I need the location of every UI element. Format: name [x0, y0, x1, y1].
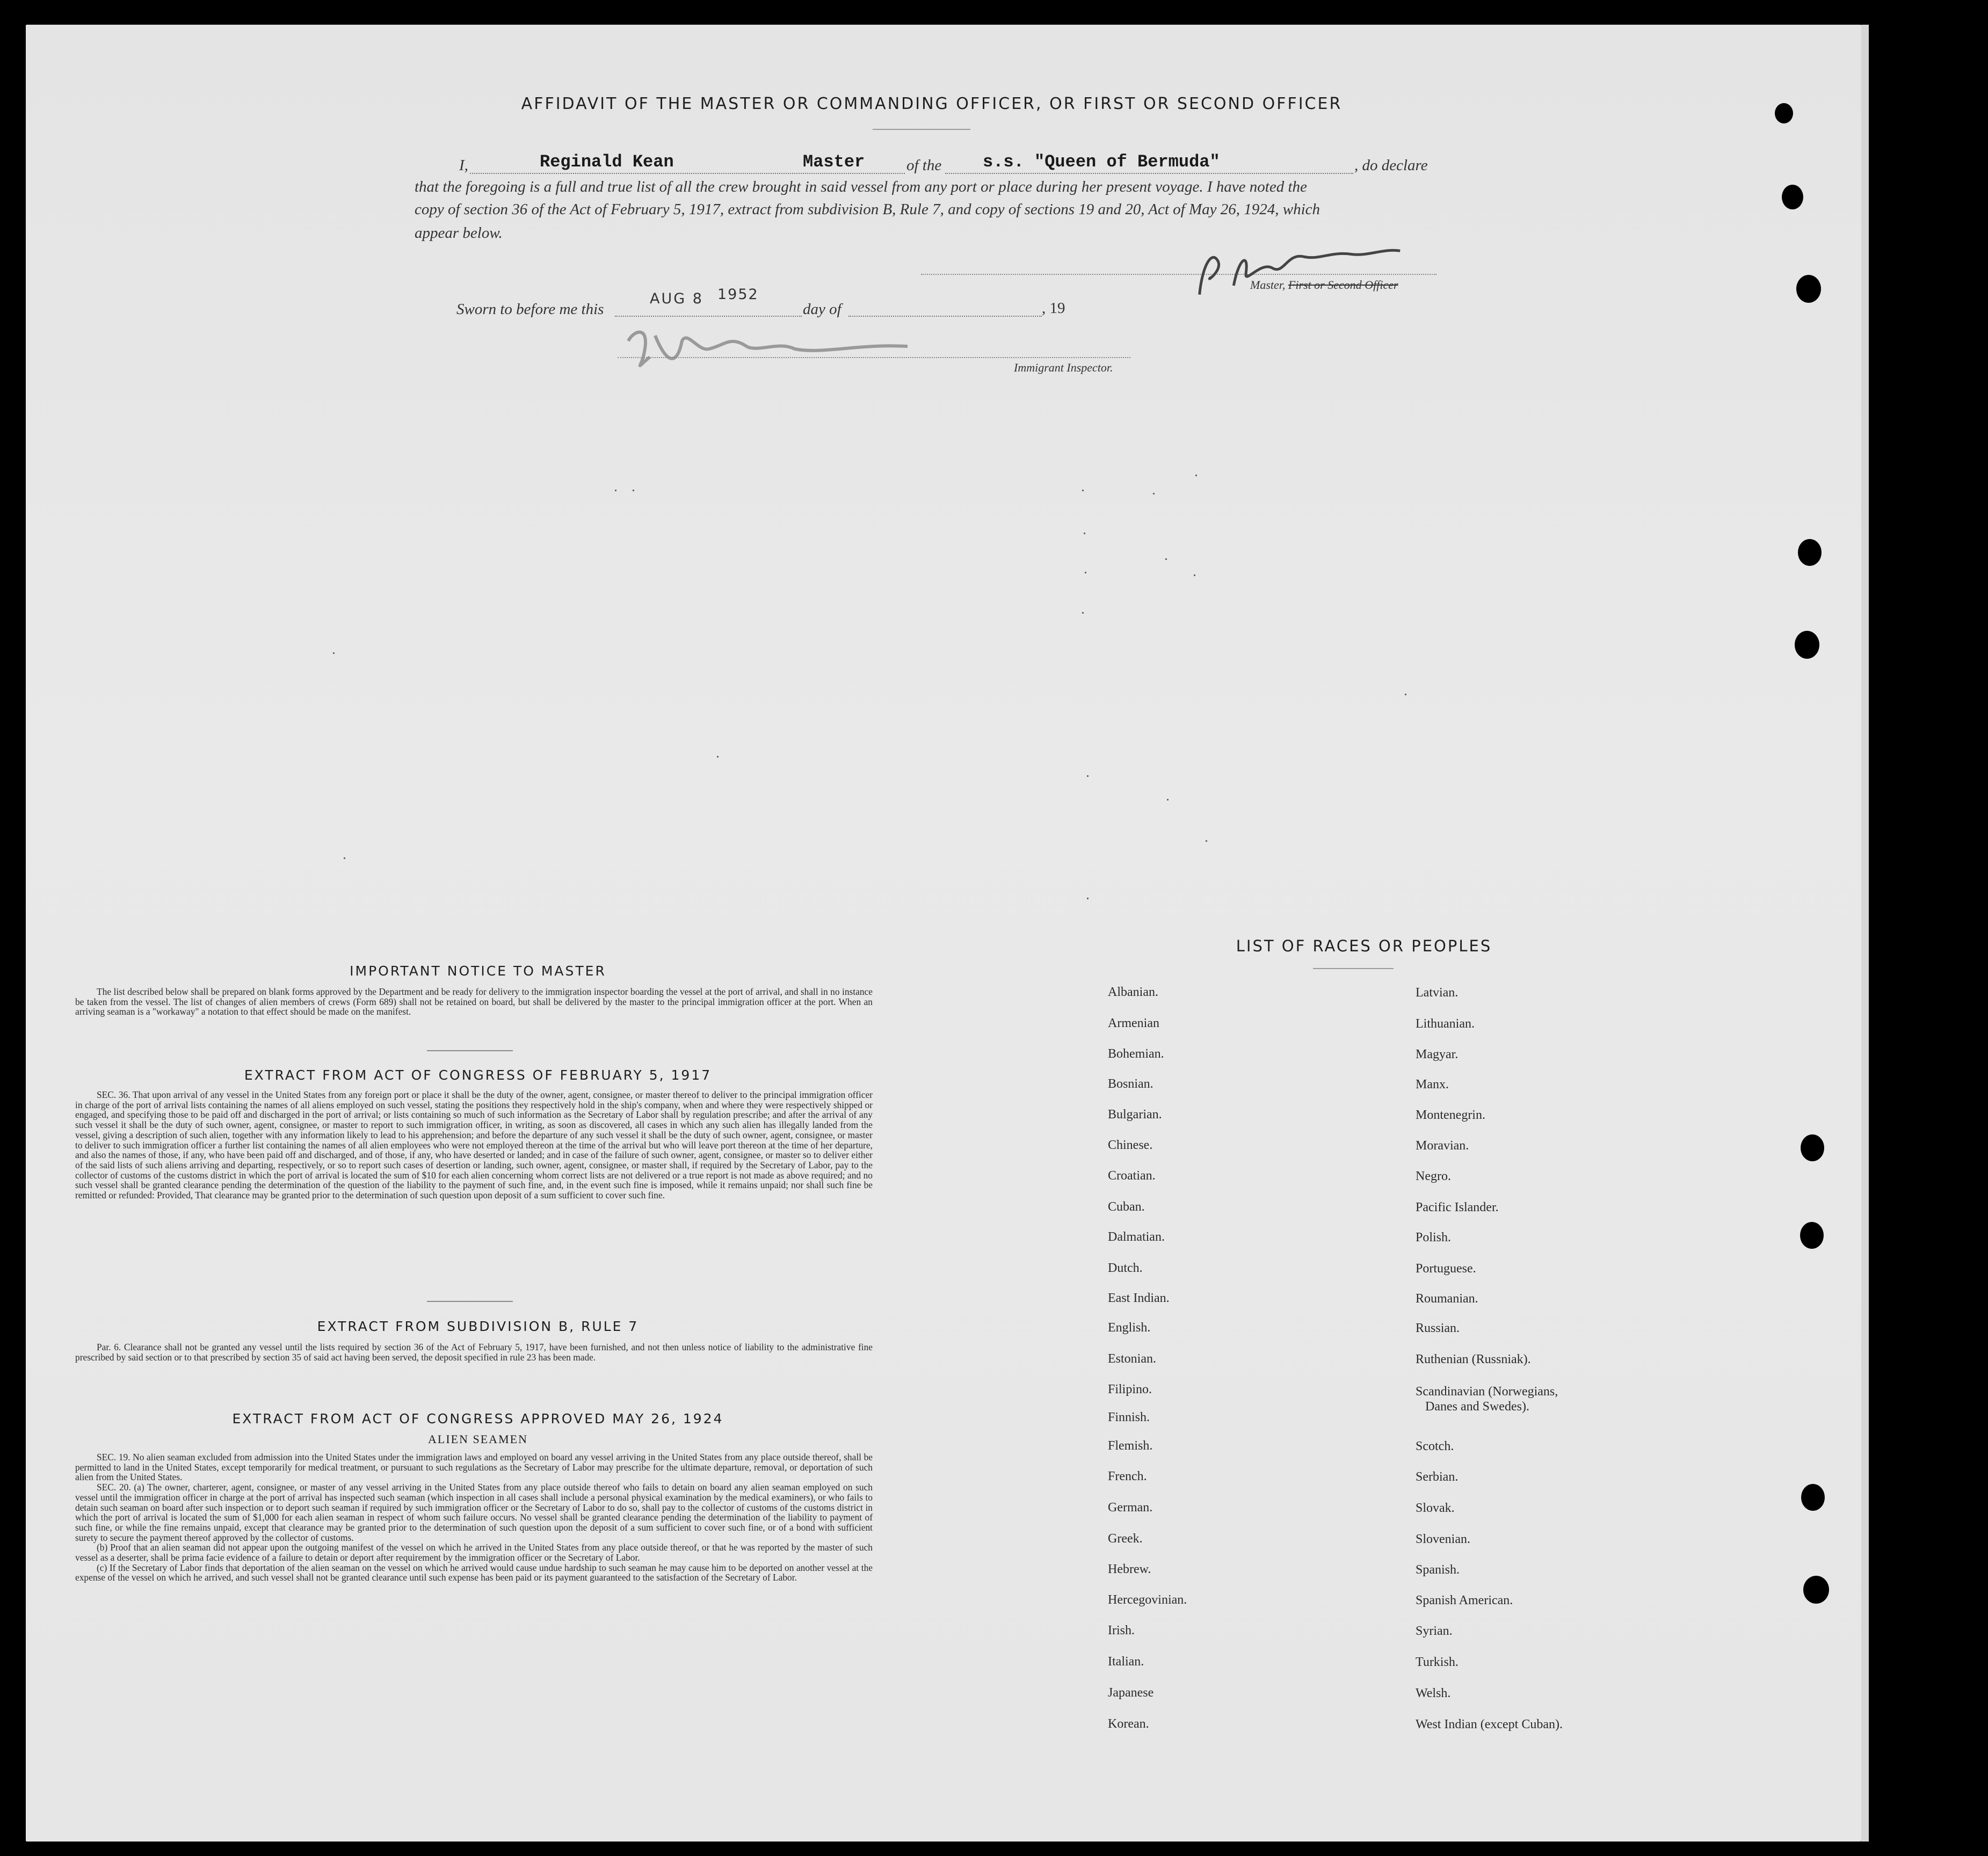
punch-hole — [1803, 1576, 1829, 1604]
scan-speck — [615, 490, 616, 491]
day-of-label: day of — [803, 301, 841, 318]
vessel-name-field[interactable]: s.s. "Queen of Bermuda" — [983, 152, 1220, 172]
punch-hole — [1798, 539, 1822, 566]
race-item: French. — [1108, 1469, 1147, 1483]
race-item: Slovenian. — [1416, 1532, 1470, 1546]
race-item: Cuban. — [1108, 1200, 1145, 1214]
scan-border — [1869, 21, 1988, 1856]
master-signature-caption — [1250, 278, 1398, 292]
race-item: Roumanian. — [1416, 1292, 1478, 1306]
affidavit-i-label: I, — [459, 157, 468, 174]
race-item: Moravian. — [1416, 1139, 1469, 1153]
race-item: Scotch. — [1416, 1439, 1454, 1453]
race-item: German. — [1108, 1501, 1153, 1515]
scan-speck — [633, 490, 634, 491]
scan-speck — [1405, 694, 1406, 695]
scan-speck — [1082, 490, 1084, 491]
sworn-date-stamp[interactable]: AUG 8 — [650, 290, 703, 307]
race-item: Albanian. — [1108, 985, 1158, 999]
inspector-caption: Immigrant Inspector. — [1014, 361, 1113, 374]
rule-7-title: EXTRACT FROM SUBDIVISION B, RULE 7 — [317, 1319, 639, 1334]
race-item: Slovak. — [1416, 1501, 1455, 1515]
race-item: Negro. — [1416, 1169, 1451, 1183]
master-caption-struck: First or Second Officer — [1288, 278, 1398, 292]
races-title: LIST OF RACES OR PEOPLES — [1236, 937, 1492, 955]
race-item: Korean. — [1108, 1717, 1149, 1731]
race-item: Welsh. — [1416, 1686, 1451, 1700]
rule-7-body — [75, 1342, 873, 1362]
title-underline — [873, 129, 970, 130]
alien-seamen-subtitle: ALIEN SEAMEN — [428, 1432, 528, 1446]
race-item: Latvian. — [1416, 986, 1459, 1000]
race-item: Italian. — [1108, 1655, 1144, 1669]
race-item: Lithuanian. — [1416, 1017, 1475, 1031]
race-item: Bosnian. — [1108, 1077, 1153, 1091]
extract-1917-body — [75, 1090, 873, 1200]
punch-hole — [1801, 1134, 1824, 1161]
race-item: Bohemian. — [1108, 1047, 1164, 1061]
rule-7-paragraph: Par. 6. Clearance shall not be granted any vessel until the lists required by section 36 of the Act of February 5, 1917, have been furnished, and not then unless notice of liability to the administrative fine prescribed by said section or to that prescribed by section 35 of said act having been served, the deposit specified in rule 23 has been made. — [75, 1342, 873, 1363]
race-item: Spanish American. — [1416, 1593, 1513, 1607]
scan-speck — [1194, 574, 1195, 576]
affidavit-text-line4: appear below. — [415, 224, 503, 242]
race-item: Pacific Islander. — [1416, 1200, 1499, 1214]
race-item: East Indian. — [1108, 1291, 1170, 1305]
section-divider — [427, 1301, 513, 1302]
scan-speck — [344, 857, 345, 859]
race-item: Montenegrin. — [1416, 1108, 1485, 1122]
race-item: West Indian (except Cuban). — [1416, 1717, 1563, 1731]
scan-speck — [717, 756, 719, 758]
page-edge — [1861, 25, 1869, 1842]
sworn-label: Sworn to before me this — [456, 301, 604, 318]
of-the-label: of the — [906, 157, 942, 174]
race-item: Portuguese. — [1416, 1262, 1476, 1276]
master-name-field[interactable]: Reginald Kean — [540, 152, 674, 172]
race-item: Serbian. — [1416, 1470, 1459, 1484]
scan-speck — [1087, 898, 1089, 899]
scan-speck — [1085, 572, 1086, 573]
punch-hole — [1782, 185, 1803, 209]
inspector-signature-line — [618, 357, 1130, 358]
scan-speck — [1082, 612, 1084, 614]
race-item: Japanese — [1108, 1686, 1154, 1700]
punch-hole — [1775, 103, 1793, 123]
punch-hole — [1795, 631, 1819, 659]
name-field-line — [470, 173, 905, 174]
scan-speck — [1195, 475, 1197, 476]
race-item: Hercegovinian. — [1108, 1593, 1187, 1607]
scan-speck — [1165, 558, 1167, 560]
extract-1924-title: EXTRACT FROM ACT OF CONGRESS APPROVED MAY 26, 1924 — [232, 1411, 724, 1426]
notice-paragraph: The list described below shall be prepared on blank forms approved by the Department and be ready for delivery to the immigration inspector boarding the vessel at the port of arrival, and shall in no instance be taken from the vessel. The list of changes of alien members of crews (Form 689) shall not be retained on board, but shall be delivered by the master to the principal immigration officer at the port. When an arriving seaman is a "workaway" a notation to that effect should be made on the manifest. — [75, 986, 873, 1017]
scan-speck — [1084, 533, 1085, 534]
race-item: Bulgarian. — [1108, 1108, 1162, 1122]
race-item: Dalmatian. — [1108, 1230, 1165, 1244]
race-item: Filipino. — [1108, 1382, 1152, 1396]
race-item: Croatian. — [1108, 1169, 1156, 1183]
race-item: Spanish. — [1416, 1563, 1460, 1577]
race-item: Irish. — [1108, 1624, 1135, 1637]
race-item: Polish. — [1416, 1231, 1452, 1244]
race-item: English. — [1108, 1321, 1151, 1335]
scan-speck — [1206, 840, 1207, 842]
race-item: Greek. — [1108, 1532, 1143, 1546]
race-item: Estonian. — [1108, 1352, 1156, 1366]
scan-speck — [333, 652, 335, 654]
section-20a-paragraph: SEC. 20. (a) The owner, charterer, agent, consignee, or master of any vessel arriving in the United States from any place outside thereof who fails to detain on board any alien seaman employed on such vessel until the immigration officer in charge at the port of arrival has inspected such seaman (which inspection in all cases shall include a personal physical examination by the medical examiners), or who fails to detain such seaman on board after such inspection or to deport such seaman if required by such immigration officer or the Secretary of Labor to do so, shall pay to the collector of customs of the customs district in which the port of arrival is located the sum of $1,000 for each alien seaman in respect of whom such failure occurs. No vessel shall be granted clearance pending the determination of the liability to payment of such fine, or while the fine remains unpaid, except that clearance may be granted prior to the determination of such question upon the deposit of a sum sufficient to cover such fine, or of a bond with sufficient surety to secure the payment thereof approved by the collector of customs. — [75, 1482, 873, 1543]
affidavit-text-line2: that the foregoing is a full and true list of all the crew brought in said vessel from any port or place during her present voyage. I have noted the — [415, 178, 1307, 195]
year-prefix-label: , 19 — [1042, 300, 1065, 317]
race-item: Russian. — [1416, 1321, 1460, 1335]
punch-hole — [1800, 1222, 1824, 1249]
race-item: Armenian — [1108, 1016, 1159, 1030]
race-item: Finnish. — [1108, 1410, 1150, 1424]
sworn-date-line — [615, 316, 802, 317]
vessel-field-line — [945, 173, 1353, 174]
master-caption-prefix: Master, — [1250, 278, 1286, 292]
section-19-paragraph: SEC. 19. No alien seaman excluded from admission into the United States under the immigration laws and employed on board any vessel arriving in the United States from any place outside thereof, shall be permitted to land in the United States, except temporarily for medical treatment, or pursuant to such regulations as the Secretary of Labor may prescribe for the ultimate departure, removal, or deportation of such alien from the United States. — [75, 1452, 873, 1483]
notice-title: IMPORTANT NOTICE TO MASTER — [350, 963, 606, 979]
races-title-underline — [1313, 968, 1394, 969]
section-20b-paragraph: (b) Proof that an alien seaman did not appear upon the outgoing manifest of the vessel on which he arrived in the United States from any place outside thereof, or that he was reported by the master of such vessel as a deserter, shall be prima facie evidence of a failure to detain or deport after requirement by the immigration officer or the Secretary of Labor. — [75, 1542, 873, 1563]
punch-hole — [1801, 1484, 1825, 1511]
race-item: Flemish. — [1108, 1439, 1153, 1453]
race-item: Magyar. — [1416, 1047, 1459, 1061]
race-item: Hebrew. — [1108, 1562, 1151, 1576]
scan-speck — [1167, 799, 1169, 800]
race-item: Turkish. — [1416, 1655, 1459, 1669]
sworn-year-stamp[interactable]: 1952 — [717, 286, 759, 303]
section-20c-paragraph: (c) If the Secretary of Labor finds that deportation of the alien seaman on the vessel on which he arrived would cause undue hardship to such seaman he may cause him to be deported on another vessel at the expense of the vessel on which he arrived, and such vessel shall not be granted clearance until such expense has been paid or its payment guaranteed to the satisfaction of the Secretary of Labor. — [75, 1562, 873, 1583]
race-item: Scandinavian (Norwegians, Danes and Swedes). — [1416, 1385, 1558, 1414]
scan-speck — [1153, 493, 1155, 494]
affidavit-text-line3: copy of section 36 of the Act of February 5, 1917, extract from subdivision B, Rule 7, and copy of sections 19 and 20, Act of May 26, 1924, which — [415, 201, 1321, 218]
affidavit-title: AFFIDAVIT OF THE MASTER OR COMMANDING OFFICER, OR FIRST OR SECOND OFFICER — [521, 94, 1343, 113]
punch-hole — [1796, 275, 1821, 303]
section-divider — [427, 1050, 513, 1051]
race-item: Manx. — [1416, 1078, 1449, 1091]
scan-speck — [1087, 775, 1089, 777]
month-field-line — [848, 316, 1042, 317]
inspector-signature — [618, 319, 918, 381]
do-declare-label: , do declare — [1354, 157, 1428, 174]
race-item: Dutch. — [1108, 1261, 1143, 1275]
notice-body — [75, 987, 873, 1017]
race-item: Chinese. — [1108, 1138, 1153, 1152]
rank-field[interactable]: Master — [803, 152, 865, 172]
extract-1924-body — [75, 1452, 873, 1583]
section-36-paragraph: SEC. 36. That upon arrival of any vessel in the United States from any foreign port or place it shall be the duty of the owner, agent, consignee, or master thereof to deliver to the principal immigration officer in charge of the port of arrival lists containing the names of all aliens employed on such vessel, stating the positions they respectively hold in the ship's company, when and where they were respectively shipped or engaged, and specifying those to be paid off and discharged in the port of arrival; or lists containing so much of such information as the Secretary of Labor shall by regulation prescribe; and after the arrival of any such vessel it shall be the duty of such owner, agent, consignee, or master to report to such immigration officer, in writing, as soon as discovered, all cases in which any such alien has illegally landed from the vessel, giving a description of such alien, together with any information likely to lead to his apprehension; and before the departure of any such vessel it shall be the duty of such owner, agent, consignee, or master to deliver to such immigration officer a further list containing the names of all alien employees who were not employed thereon at the time of the arrival but who will leave port thereon at the time of her departure, and also the names of those, if any, who have been paid off and discharged, and of those, if any, who have deserted or landed; and in case of the failure of such owner, agent, consignee, or master so to deliver either of the said lists of such aliens arriving and departing, respectively, or so to report such cases of desertion or landing, such owner, agent, consignee, or master shall, if required by the Secretary of Labor, pay to the collector of customs of the customs district in which the port of arrival is located the sum of $10 for each alien concerning whom correct lists are not delivered or a true report is not made as above required; and no such vessel shall be granted clearance pending the determination of the question of the liability to the payment of such fine, and, in the event such fine is imposed, while it remains unpaid; nor shall such fine be remitted or refunded: Provided, That clearance may be granted prior to the determination of such question upon deposit of a sum sufficient to cover such fine. — [75, 1089, 873, 1201]
extract-1917-title: EXTRACT FROM ACT OF CONGRESS OF FEBRUARY 5, 1917 — [244, 1067, 712, 1083]
race-item: Ruthenian (Russniak). — [1416, 1352, 1531, 1366]
inspector-signature-scribble — [618, 319, 918, 379]
race-item: Syrian. — [1416, 1624, 1453, 1638]
